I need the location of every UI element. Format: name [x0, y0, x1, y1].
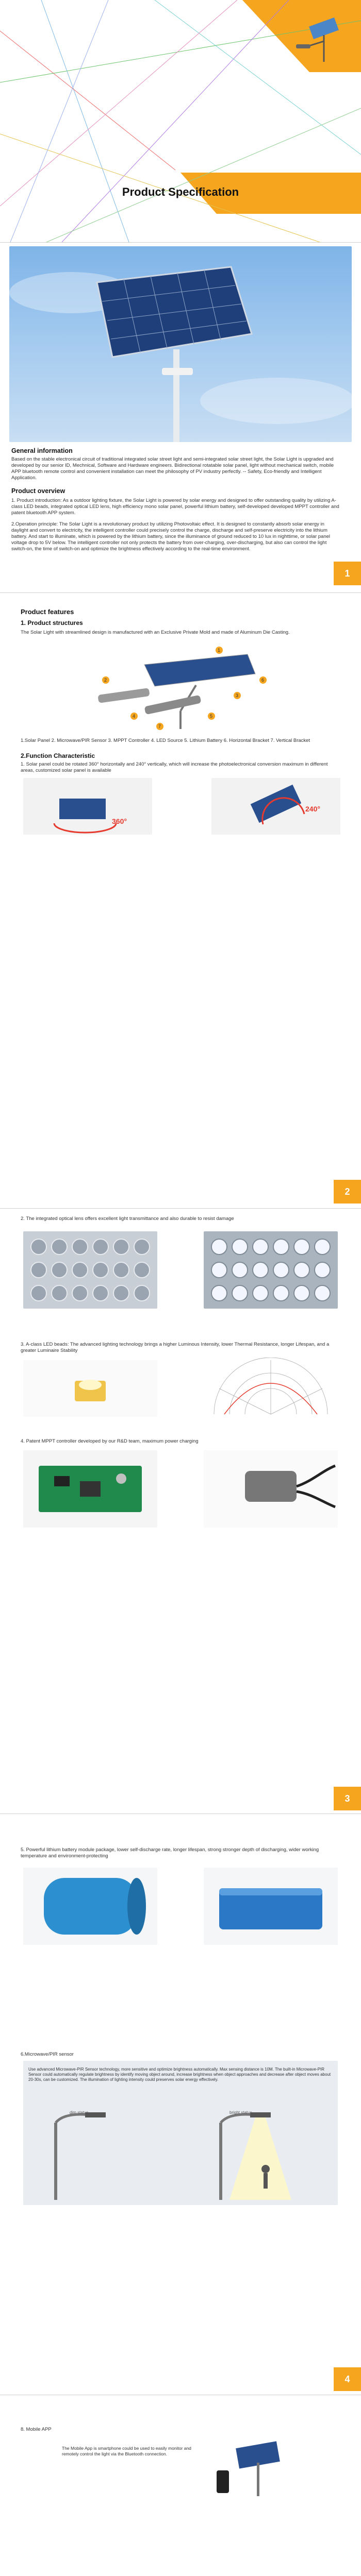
rotate-horizontal-image — [23, 778, 152, 835]
page-number: 3 — [334, 1787, 361, 1810]
mppt-text: 4. Patent MPPT controller developed by our R&D team, maximum power charging — [21, 1438, 199, 1444]
solar-light-graphic — [9, 246, 352, 442]
part-label: 4 — [133, 714, 136, 719]
rotate-vertical-image — [211, 778, 340, 835]
general-info-heading: General information — [11, 447, 73, 454]
structures-text: The Solar Light with streamlined design is manufactured with an Exclusive Private Mold and made of Aluminum Die Casting. — [21, 630, 290, 635]
rotate-vertical-label: 240° — [305, 805, 320, 813]
app-intro-text: The Mobile App is smartphone could be used to easily monitor and remotely control the light via the Bluetooth connection. — [62, 2446, 191, 2456]
controller-box-photo — [204, 1450, 338, 1528]
function-text: 1. Solar panel could be rotated 360° horizontally and 240° vertically, which will increase the photoelectronical conversion maximum in different areas, customized solar panel is available — [21, 761, 328, 773]
page-footer — [0, 1787, 361, 1810]
lens-text: 2. The integrated optical lens offers excellent light transmittance and also durable to resist damage — [21, 1216, 234, 1222]
lens-photo-right — [204, 1231, 338, 1309]
battery-pack-photo — [204, 1868, 338, 1945]
function-heading: 2.Function Characteristic — [21, 752, 95, 759]
cover-graphic — [0, 0, 361, 242]
parts-list: 1.Solar Panel 2. Microwave/PIR Sensor 3. MPPT Controller 4. LED Source 5. Lithium Battery 6. Horizontal Bracket 7. Vertical Bracket — [21, 738, 310, 743]
part-label: 1 — [218, 648, 221, 653]
cover-title: Product Specification — [122, 185, 239, 198]
divider — [0, 592, 361, 593]
mppt-board-photo — [23, 1450, 157, 1528]
mobile-app-heading: 8. Mobile APP — [21, 2427, 52, 2432]
sensor-heading: 6.Microwave/PIR sensor — [21, 2052, 74, 2057]
light-distribution-chart — [204, 1358, 338, 1419]
page-number: 2 — [334, 1180, 361, 1204]
part-label: 6 — [261, 677, 265, 683]
general-info-text: Based on the stable electronical circuit of traditional integrated solar street light and semi-integrated solar street light, the Solar Light is upgraded and developed by our senior ID, Mechnical, Software and Hardware engineers. Bidirectional rotatable solar panel, light without mechanical switch, mobile APP bluetooth remote control and convenient installation can meet the philosophy of PV industry perfectly. -- Safety, Eco-friendly and Intelligent Application. — [11, 456, 334, 481]
battery-text: 5. Powerful lithium battery module package, lower self-discharge rate, longer lifespan, strong stronger depth of discharging, wider working temperature and environment-protecting — [21, 1847, 319, 1859]
solar-light-photo — [9, 246, 352, 442]
led-bead-photo — [23, 1360, 157, 1417]
part-label: 3 — [236, 693, 239, 698]
structure-diagram — [67, 644, 294, 732]
part-label: 7 — [158, 724, 161, 729]
divider — [0, 1208, 361, 1209]
dim-status-label: dim status — [70, 2110, 89, 2115]
overview-heading: Product overview — [11, 487, 65, 495]
page-footer — [0, 1180, 361, 1204]
part-label: 2 — [104, 677, 107, 683]
divider — [0, 242, 361, 243]
sensor-panel — [23, 2061, 338, 2205]
sensor-text: Use advanced Microwave-PIR Sensor technology, more sensitive and optimize brightness automatically. Max sensing distance is 10M. The built-in Microwave-PIR Sensor could automatically regulate brightness by identify moving object around, increase brightness when object approaches and decrease after object moves about 20-30s, can be customized. The illumination of lighting intensity could preserves solar energy effectively. — [28, 2067, 331, 2082]
page-number: 1 — [334, 562, 361, 585]
lens-photo-left — [23, 1231, 157, 1309]
page-footer — [0, 562, 361, 585]
overview-principle: 2.Operation principle: The Solar Light is a revolutionary product by utilizing Photovoltaic effect. It is designed to constantly absorb solar energy in daylight and convert to electricity, the intelligent controller could precisely control the charge, discharge and self-preserve electricity into the lithium battery. And start to illuminate, which is powered by the lithium battery, since the illuminance of ground reduced to 10 lux in nighttime, or solar panel voltage drop to 5V below. The intelligent controller not only protects the battery from over-charging, over-discharging, but also can control the light switch-on, the time of switch-on and optimize the brightness effectively according to the real-time environment. — [11, 521, 331, 552]
structures-heading: 1. Product structures — [21, 619, 83, 626]
app-intro-panel — [62, 2439, 309, 2496]
bright-status-label: bright status — [229, 2110, 252, 2115]
part-label: 5 — [210, 714, 213, 719]
battery-cell-photo — [23, 1868, 157, 1945]
page-number: 4 — [334, 2367, 361, 2391]
features-heading: Product features — [21, 608, 74, 616]
rotate-horizontal-label: 360° — [112, 817, 127, 825]
cover-section — [0, 0, 361, 242]
page-footer — [0, 2367, 361, 2391]
led-text: 3. A-class LED beads: The advanced lighting technology brings a higher Luminous Intensity, lower Thermal Resistance, longer Lifespan, and a greater Luminaire Stability — [21, 1342, 330, 1353]
overview-intro: 1. Product introduction: As a outdoor lighting fixture, the Solar Light is powered by solar energy and designed to offer outstanding quality by utilizing A-class LED beads, integrated optical LED lens, high efficiency mono solar panel, powerful lithium battery, self-developed developed MPPT controller and patent bluetooth APP system. — [11, 498, 339, 516]
